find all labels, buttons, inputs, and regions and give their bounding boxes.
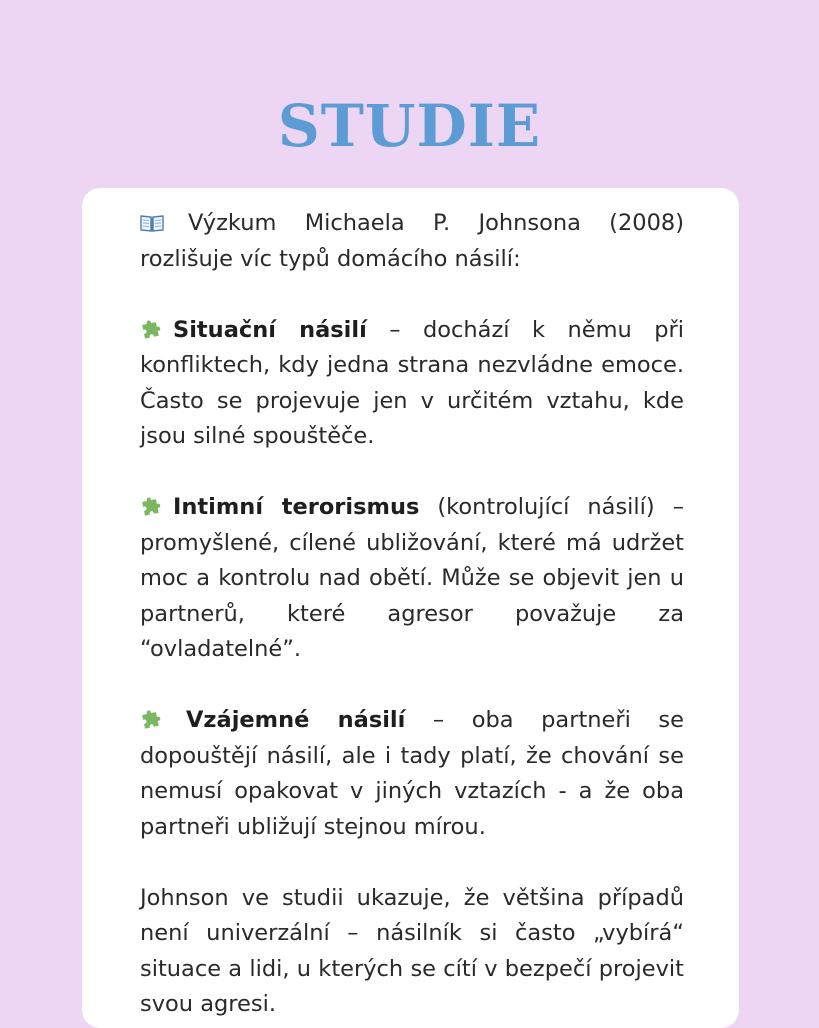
puzzle-piece-icon (140, 493, 164, 517)
conclusion-paragraph: Johnson ve studii ukazuje, že většina případů není univerzální – násilník si často „vybírá“ situace a lidi, u kterých se cítí v bezpečí projevit svou agresi. (140, 884, 684, 1017)
type-intimate-terrorism (140, 490, 684, 668)
type-term: Intimní terorismus (173, 494, 420, 520)
type-situational (140, 313, 684, 455)
puzzle-piece-icon (140, 316, 164, 340)
card-content (140, 206, 684, 1023)
page-title: STUDIE (277, 92, 542, 160)
intro-paragraph (140, 206, 684, 277)
intro-text: Výzkum Michaela P. Johnsona (2008) rozlišuje víc typů domácího násilí: (140, 210, 684, 272)
type-description: – oba partneři se dopouštějí násilí, ale i tady platí, že chování se nemusí opakovat v jiných vztazích - a že oba partneři ubližují stejnou mírou. (140, 707, 684, 840)
type-term: Vzájemné násilí (186, 707, 406, 733)
type-mutual (140, 703, 684, 845)
puzzle-piece-icon (140, 706, 164, 730)
type-description: – dochází k němu při konfliktech, kdy jedna strana nezvládne emoce. Často se projevuje jen v určitém vztahu, kde jsou silné spouštěče. (140, 316, 684, 449)
type-description: (kontrolující násilí) – promyšlené, cílené ubližování, které má udržet moc a kontrolu nad obětí. Může se objevit jen u partnerů, které agresor považuje za “ovladatelné”. (140, 494, 684, 662)
open-book-icon (140, 213, 164, 233)
type-term: Situační násilí (173, 316, 367, 343)
